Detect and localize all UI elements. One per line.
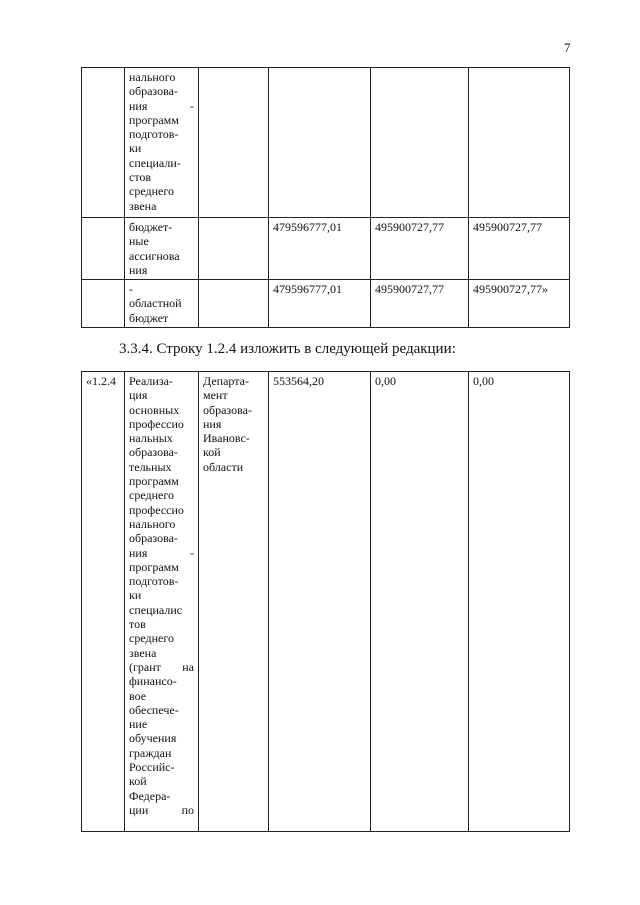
value-cell: 495900727,77 [371, 280, 469, 328]
executor-cell [199, 68, 269, 218]
value-cell: 495900727,77 [469, 218, 570, 280]
page-number: 7 [564, 40, 571, 55]
value-cell: 495900727,77» [469, 280, 570, 328]
number-cell [82, 68, 125, 218]
value-cell [371, 68, 469, 218]
name-cell: бюджет- ные ассигнова ния [125, 218, 199, 280]
budget-table-top [81, 67, 570, 328]
value-cell [469, 68, 570, 218]
number-cell [82, 280, 125, 328]
value-cell: 0,00 [469, 372, 570, 832]
value-cell [269, 68, 371, 218]
executor-cell [199, 280, 269, 328]
value-cell: 479596777,01 [269, 280, 371, 328]
table-row [82, 280, 570, 328]
value-cell: 0,00 [371, 372, 469, 832]
number-cell [82, 218, 125, 280]
name-cell: - областной бюджет [125, 280, 199, 328]
name-cell: Реализа- ция основных профессио нальных образова- тельных программ среднего профессио нального образова- ния - программ подготов- ки специалис тов среднего звена (грант на финансо- вое обеспече- ние обучения граждан Российс- кой Федера- ции по [125, 372, 199, 832]
section-heading: 3.3.4. Строку 1.2.4 изложить в следующей редакции: [119, 341, 456, 357]
table-row [82, 68, 570, 218]
executor-cell [199, 218, 269, 280]
value-cell: 553564,20 [269, 372, 371, 832]
table-row [82, 372, 570, 832]
table-row [82, 218, 570, 280]
budget-table-bottom [81, 371, 570, 832]
name-cell: нального образова- ния - программ подготов- ки специали- стов среднего звена [125, 68, 199, 218]
value-cell: 479596777,01 [269, 218, 371, 280]
number-cell: «1.2.4 [82, 372, 125, 832]
value-cell: 495900727,77 [371, 218, 469, 280]
executor-cell: Департа- мент образова- ния Ивановс- кой области [199, 372, 269, 832]
